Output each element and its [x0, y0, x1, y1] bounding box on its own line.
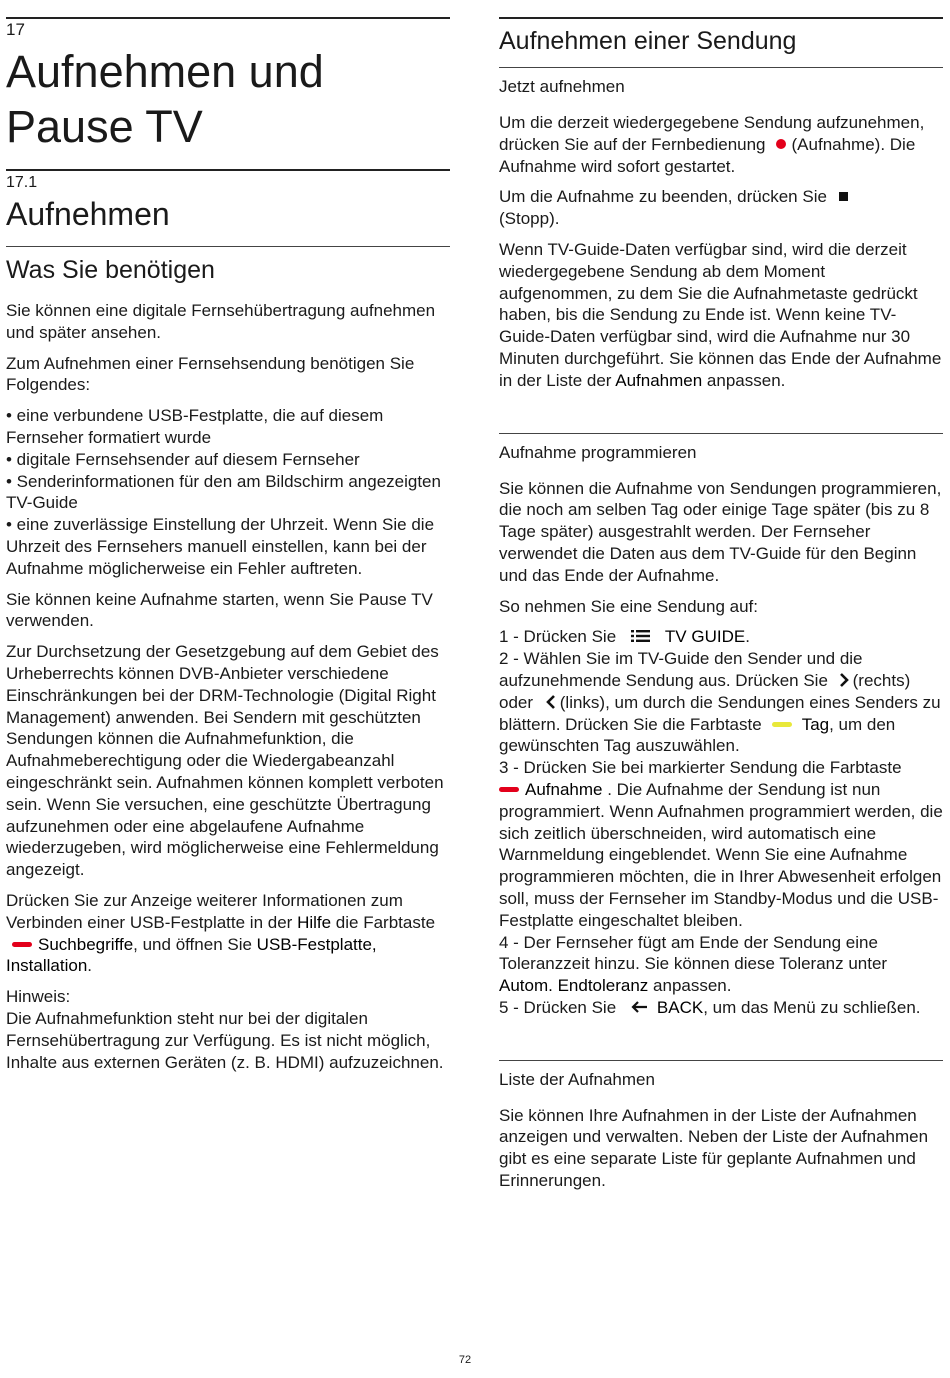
text: anpassen. [702, 370, 786, 390]
heading-jetzt-aufnehmen: Jetzt aufnehmen [499, 77, 625, 96]
text: (Stopp). [499, 209, 560, 229]
text: (links), um durch die Sendungen eines Senders zu blättern. Drücken Sie die Farbtaste [499, 692, 941, 734]
recordings-text: Aufnahmen [615, 370, 703, 390]
paragraph: Zum Aufnehmen einer Fernsehsendung benötigen Sie Folgendes: [6, 353, 415, 395]
step-4 [499, 932, 943, 997]
text: Um die Aufnahme zu beenden, drücken Sie [499, 187, 827, 207]
step-5 [499, 997, 943, 1019]
back-text: BACK [656, 997, 704, 1017]
paragraph [6, 890, 450, 977]
chapter-title-line-1: Aufnehmen und [6, 46, 324, 97]
tv-guide-icon [629, 629, 659, 643]
text: Um die derzeit wiedergegebene Sendung aufzunehmen, drücken Sie auf der Fernbedienung [499, 113, 925, 154]
left-column [6, 0, 450, 1073]
text: 2 - Wählen Sie im TV-Guide den Sender und die aufzunehmende Sendung aus. Drücken Sie [499, 649, 863, 690]
right-section-title: Aufnehmen einer Sendung [499, 27, 797, 55]
chapter-title-line-2: Pause TV [6, 101, 203, 152]
paragraph [499, 186, 943, 230]
subsection-title: Was Sie benötigen [6, 256, 215, 284]
keywords-text: Suchbegriffe [38, 934, 134, 954]
text: 4 - Der Fernseher fügt am Ende der Sendung eine Toleranzzeit hinzu. Sie können diese Toleranz unter [499, 932, 888, 974]
bullet-item: • eine zuverlässige Einstellung der Uhrzeit. Wenn Sie die Uhrzeit des Fernsehers manuell einstellen, kann bei der Aufnahme möglicherweise ein Fehler auftreten. [6, 515, 435, 578]
back-arrow-icon [629, 999, 651, 1015]
paragraph [499, 112, 943, 177]
step-1 [499, 626, 943, 648]
heading-liste-der-aufnahmen: Liste der Aufnahmen [499, 1069, 655, 1089]
heading-aufnahme-programmieren: Aufnahme programmieren [499, 442, 697, 462]
chevron-left-icon [544, 694, 558, 710]
end-tolerance-text: Autom. Endtoleranz [499, 976, 649, 996]
text: . [745, 627, 750, 647]
red-key-icon [12, 942, 32, 947]
paragraph: Sie können die Aufnahme von Sendungen programmieren, die noch am selben Tag oder einige Tage später (bis zu 8 Tage später) ausgestrahlt werden. Der Fernseher verwendet die Daten aus dem TV-Guide für den Beginn und das Ende der Aufnahme. [499, 478, 942, 585]
text: (Aufnahme). Die Aufnahme wird sofort gestartet. [499, 134, 916, 176]
paragraph: Sie können eine digitale Fernsehübertragung aufnehmen und später ansehen. [6, 301, 436, 342]
yellow-key-icon [772, 722, 792, 727]
chapter-number: 17 [6, 20, 25, 39]
step-2 [499, 648, 943, 757]
tag-text: Tag [801, 714, 830, 734]
bullet-item: • Senderinformationen für den am Bildschirm angezeigten TV-Guide [6, 471, 441, 513]
chevron-right-icon [837, 672, 851, 688]
text: . Die Aufnahme der Sendung ist nun programmiert. Wenn Aufnahmen programmiert werden, die sich zeitlich überschneiden, wird automatisch eine Warnmeldung eingeblendet. Wenn Sie eine Aufnahme programmieren möchten, die in Ihrer Abwesenheit erfolgen soll, muss der Fernseher im Standby-Modus und die USB-Festplatte eingeschaltet bleiben. [499, 779, 943, 930]
text: Wenn TV-Guide-Daten verfügbar sind, wird die derzeit wiedergegebene Sendung ab dem Moment aufgenommen, zu dem Sie die Aufnahmetaste gedrückt haben, bis die Sendung zu Ende ist. Wenn keine TV-Guide-Daten verfügbar sind, wird die Aufnahme nur 30 Minuten durchgeführt. Sie können das Ende der Aufnahme in der Liste der [499, 239, 942, 390]
tv-guide-text: TV GUIDE [664, 627, 746, 647]
usb-install-text: USB-Festplatte, Installation [6, 934, 377, 976]
chapter-title [6, 44, 450, 154]
paragraph: So nehmen Sie eine Sendung auf: [499, 596, 758, 616]
text: (rechts) oder [499, 670, 911, 712]
paragraph: Sie können keine Aufnahme starten, wenn Sie Pause TV verwenden. [6, 589, 433, 631]
record-dot-icon [776, 139, 786, 149]
text: . [87, 956, 93, 976]
bullet-item: • digitale Fernsehsender auf diesem Fernseher [6, 449, 360, 469]
bullet-item: • eine verbundene USB-Festplatte, die auf diesem Fernseher formatiert wurde [6, 406, 384, 447]
text: die Farbtaste [331, 912, 436, 932]
text: Drücken Sie zur Anzeige weiterer Informationen zum Verbinden einer USB-Festplatte in der [6, 890, 403, 932]
record-text: Aufnahme [525, 779, 603, 799]
help-link-text: Hilfe [297, 912, 332, 932]
stop-icon [839, 192, 848, 201]
text: 3 - Drücken Sie bei markierter Sendung die Farbtaste [499, 758, 902, 778]
section-title: Aufnehmen [6, 196, 170, 232]
note-text: Die Aufnahmefunktion steht nur bei der digitalen Fernsehübertragung zur Verfügung. Es ist nicht möglich, Inhalte aus externen Geräten (z. B. HDMI) aufzuzeichnen. [6, 1008, 444, 1072]
text: anpassen. [648, 976, 732, 996]
section-number: 17.1 [6, 174, 38, 191]
text: , um den gewünschten Tag auszuwählen. [499, 714, 896, 756]
step-3 [499, 757, 943, 931]
text: , und öffnen Sie [133, 934, 257, 954]
paragraph [499, 239, 943, 392]
paragraph: Sie können Ihre Aufnahmen in der Liste der Aufnahmen anzeigen und verwalten. Neben der Liste der Aufnahmen gibt es eine separate Liste für geplante Aufnahmen und Erinnerungen. [499, 1105, 929, 1191]
text: 1 - Drücken Sie [499, 627, 617, 647]
right-column [499, 0, 943, 1192]
page-number: 72 [458, 1354, 472, 1366]
paragraph: Zur Durchsetzung der Gesetzgebung auf dem Gebiet des Urheberrechts können DVB-Anbieter verschiedene Einschränkungen bei der DRM-Technologie (Digital Right Management) anwenden. Bei Sendern mit geschützten Sendungen können die Aufnahmefunktion, die Aufnahmeberechtigung oder die Wiedergabeanzahl eingeschränkt sein. Aufnahmen können komplett verboten sein. Wenn Sie versuchen, eine geschützte Übertragung aufzunehmen oder eine abgelaufene Aufnahme wiederzugeben, wird möglicherweise eine Fehlermeldung angezeigt. [6, 642, 444, 880]
text: , um das Menü zu schließen. [703, 997, 921, 1017]
red-key-icon [499, 787, 519, 792]
text: 5 - Drücken Sie [499, 997, 617, 1017]
note-label: Hinweis: [6, 987, 71, 1007]
